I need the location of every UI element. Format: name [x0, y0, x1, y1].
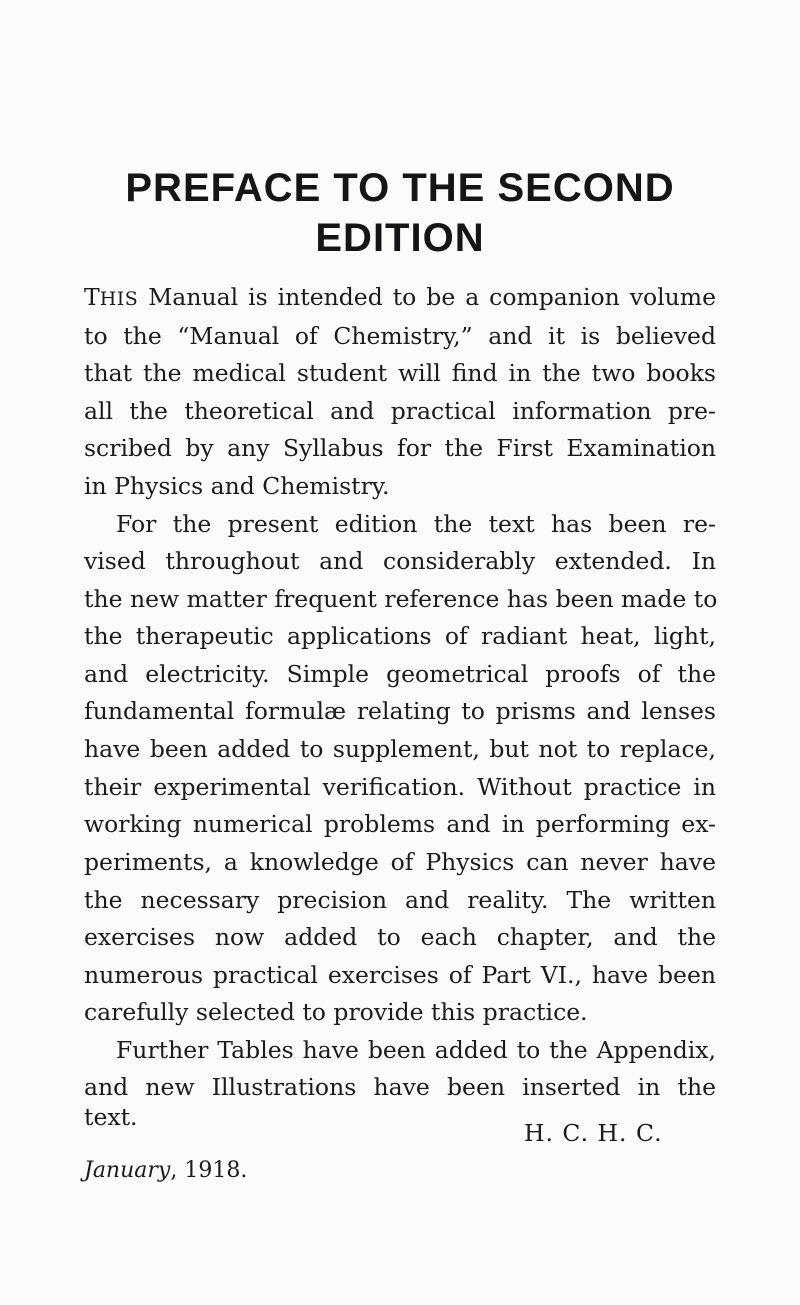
date-month: January — [84, 1158, 171, 1183]
preface-title-line-2: EDITION — [315, 216, 485, 260]
paragraph-2-line-9: working numerical problems and in performing ex- — [84, 810, 716, 838]
paragraph-3-line-2: and new Illustrations have been inserted in the — [84, 1073, 716, 1101]
paragraph-2-line-12: exercises now added to each chapter, and the — [84, 923, 716, 951]
preface-date — [84, 1154, 247, 1188]
paragraph-1-line-1 — [84, 280, 716, 314]
paragraph-2-line-2: vised throughout and considerably extended. In — [84, 547, 716, 575]
paragraph-2-line-3: the new matter frequent reference has been made to — [84, 585, 718, 613]
paragraph-2-line-10: periments, a knowledge of Physics can never have — [84, 848, 716, 876]
paragraph-1-line-1-text: Manual is intended to be a companion volume — [138, 283, 716, 311]
paragraph-1-line-5: scribed by any Syllabus for the First Examination — [84, 434, 716, 462]
paragraph-2-line-8: their experimental verification. Without practice in — [84, 773, 716, 801]
paragraph-1-line-2: to the “Manual of Chemistry,” and it is believed — [84, 322, 716, 350]
paragraph-1-line-6: in Physics and Chemistry. — [84, 472, 390, 500]
paragraph-1-line-4: all the theoretical and practical information pre- — [84, 397, 716, 425]
first-word-initial: T — [84, 283, 100, 311]
first-word-smallcaps: HIS — [99, 288, 139, 310]
paragraph-3-line-3: text. — [84, 1103, 138, 1131]
date-year: , 1918. — [170, 1158, 248, 1183]
paragraph-2-line-6: fundamental formulæ relating to prisms and lenses — [84, 697, 716, 725]
author-initials: H. C. H. C. — [524, 1119, 663, 1147]
paragraph-2-line-1: For the present edition the text has been re- — [116, 510, 716, 538]
paragraph-2-line-13: numerous practical exercises of Part VI., have been — [84, 961, 716, 989]
paragraph-2-line-7: have been added to supplement, but not to replace, — [84, 735, 716, 763]
paragraph-2-line-11: the necessary precision and reality. The written — [84, 886, 716, 914]
paragraph-1-line-3: that the medical student will find in the two books — [84, 359, 716, 387]
paragraph-2-line-14: carefully selected to provide this practice. — [84, 998, 588, 1026]
paragraph-2-line-4: the therapeutic applications of radiant heat, light, — [84, 622, 716, 650]
paragraph-3-line-1: Further Tables have been added to the Appendix, — [116, 1036, 716, 1064]
paragraph-2-line-5: and electricity. Simple geometrical proofs of the — [84, 660, 716, 688]
preface-title-line-1: PREFACE TO THE SECOND — [125, 166, 675, 210]
